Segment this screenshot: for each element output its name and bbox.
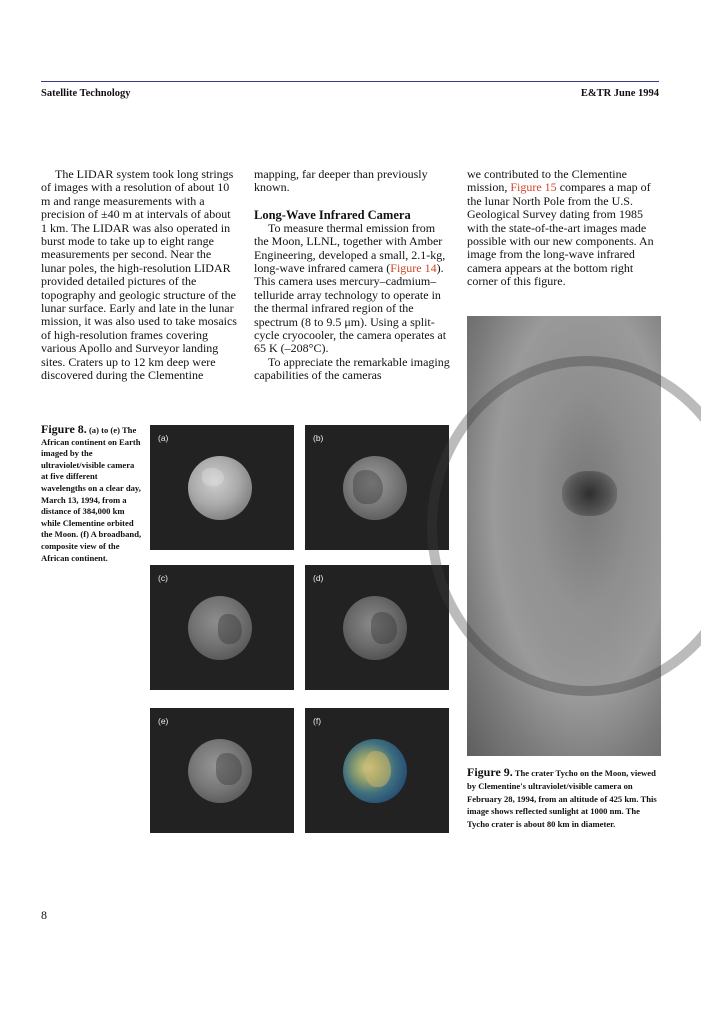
- figure-15-link[interactable]: Figure 15: [510, 180, 557, 195]
- header-rule: [41, 81, 659, 82]
- land-shape: [202, 468, 224, 486]
- earth-image: [188, 596, 252, 660]
- panel-label: (c): [158, 573, 168, 583]
- crater-rim: [427, 356, 701, 696]
- earth-image: [343, 596, 407, 660]
- figure-14-link[interactable]: Figure 14: [390, 261, 437, 276]
- land-shape: [371, 612, 397, 644]
- text-span: we contributed to the Clementine mission,: [467, 167, 627, 195]
- running-head-section: Satellite Technology: [41, 88, 131, 99]
- text-span: To measure thermal emission from the Moon, LLNL, together with Amber Engineering, developed a small, 2.1-kg, long-wave infrared camera (: [254, 220, 446, 276]
- panel-label: (d): [313, 573, 324, 583]
- text-span: ). This camera uses mercury–cadmium–telluride array technology to operate in the thermal infrared region of the spectrum (8 to 9.5 μm). Using a split-cycle cryocooler, the camera operates at 65 K (–208°C).: [254, 261, 447, 356]
- figure-8-panel-e: [150, 708, 294, 833]
- column-2: [254, 168, 451, 383]
- section-heading-lwir: Long-Wave Infrared Camera: [254, 207, 411, 222]
- figure-8-panel-f: [305, 708, 449, 833]
- panel-label: (e): [158, 716, 169, 726]
- figure-8-caption: [41, 424, 143, 564]
- earth-image: [188, 739, 252, 803]
- land-shape: [353, 470, 383, 504]
- figure-9-caption: [467, 766, 662, 831]
- col3-paragraph: [467, 168, 664, 289]
- figure-8-panel-c: [150, 565, 294, 690]
- column-3: [467, 168, 664, 289]
- earth-composite-image: [343, 739, 407, 803]
- running-head-issue: E&TR June 1994: [580, 88, 659, 99]
- land-shape: [216, 753, 242, 785]
- col2-paragraph-lwir: [254, 222, 451, 356]
- col2-paragraph-appreciate: To appreciate the remarkable imaging capabilities of the cameras: [254, 354, 450, 383]
- tycho-crater-image: [467, 316, 661, 756]
- land-shape: [365, 751, 391, 787]
- text-span: compares a map of the lunar North Pole from the U.S. Geological Survey dating from 1985 with the state-of-the-art images made possible with our new components. An image from the long-wave infrared camera appears at the bottom right corner of this figure.: [467, 180, 654, 289]
- panel-label: (a): [158, 433, 169, 443]
- col2-paragraph-continued: mapping, far deeper than previously known.: [254, 167, 428, 195]
- earth-image: [343, 456, 407, 520]
- figure-8-panel-a: [150, 425, 294, 550]
- column-1: [41, 168, 238, 383]
- panel-label: (f): [313, 716, 322, 726]
- page-number: 8: [41, 908, 47, 922]
- land-shape: [218, 614, 242, 644]
- figure-8-caption-text: (a) to (e) The African continent on Earth imaged by the ultraviolet/visible camera at five different wavelengths on a clear day, March 13, 1994, from a distance of 384,000 km while Clementine orbited the Moon. (f) A broadband, composite view of the African continent.: [41, 425, 142, 563]
- earth-image: [188, 456, 252, 520]
- crater-central-peak: [562, 471, 617, 516]
- figure-8-panel-d: [305, 565, 449, 690]
- panel-label: (b): [313, 433, 324, 443]
- figure-9-caption-text: The crater Tycho on the Moon, viewed by Clementine's ultraviolet/visible camera on February 28, 1994, from an altitude of 425 km. This image shows reflected sunlight at 1000 nm. The Tycho crater is about 80 km in diameter.: [467, 768, 657, 830]
- figure-8-label: Figure 8.: [41, 422, 87, 436]
- col1-paragraph: The LIDAR system took long strings of images with a resolution of about 10 m and range measurements with a precision of ±40 m at intervals of about 1 km. The LIDAR was also operated in burst mode to take up to eight range measurements per second. Near the lunar poles, the high-resolution LIDAR provided detailed pictures of the topography and geologic structure of the lunar surface. Early and late in the lunar mission, it was also used to take mosaics of high-resolution frames covering various Apollo and Surveyor landing sites. Craters up to 12 km deep were discovered during the Clementine: [41, 167, 237, 383]
- figure-9-label: Figure 9.: [467, 765, 513, 779]
